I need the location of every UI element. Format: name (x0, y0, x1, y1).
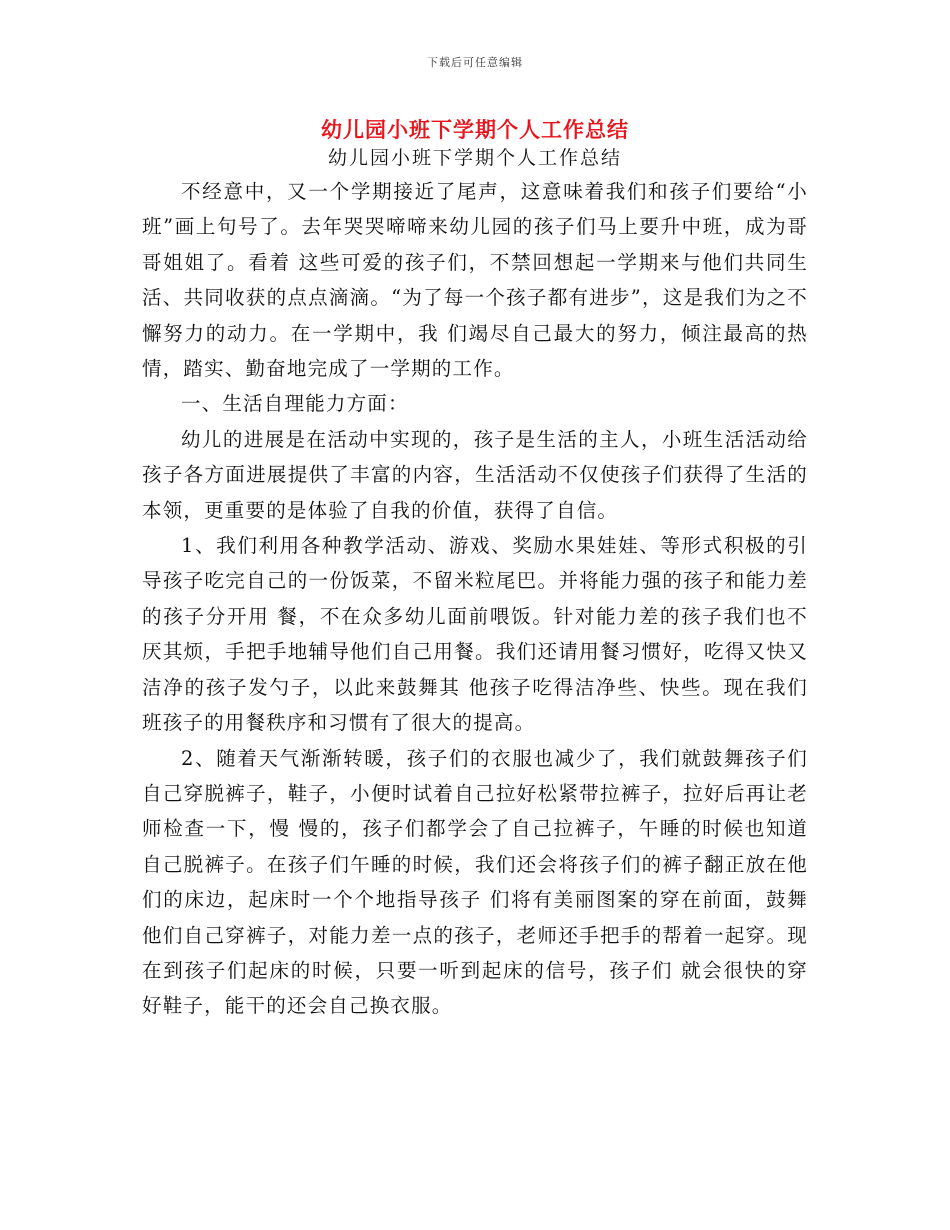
paragraph-intro: 不经意中，又一个学期接近了尾声，这意味着我们和孩子们要给“小班”画上句号了。去年哭哭啼啼来幼儿园的孩子们马上要升中班，成为哥哥姐姐了。看着 这些可爱的孩子们，不禁回想起一学期来与他们共同生活、共同收获的点点滴滴。“为了每一个孩子都有进步”，这是我们为之不懈努力的动力。在一学期中，我 们竭尽自己最大的努力，倾注最高的热情，踏实、勤奋地完成了一学期的工作。 (142, 180, 808, 381)
section-heading: 一、生活自理能力方面： (181, 392, 409, 416)
paragraph-item-2: 2、随着天气渐渐转暖，孩子们的衣服也减少了，我们就鼓舞孩子们自己穿脱裤子，鞋子，小便时试着自己拉好松紧带拉裤子，拉好后再让老师检查一下，慢 慢的，孩子们都学会了自己拉裤子，午睡的时候也知道自己脱裤子。在孩子们午睡的时候，我们还会将孩子们的裤子翻正放在他们的床边，起床时一个个地指导孩子 们将有美丽图案的穿在前面，鼓舞他们自己穿裤子，对能力差一点的孩子，老师还手把手的帮着一起穿。现在到孩子们起床的时候，只要一听到起床的信号，孩子们 就会很快的穿好鞋子，能干的还会自己换衣服。 (142, 746, 808, 1018)
paragraph-section-intro: 幼儿的进展是在活动中实现的，孩子是生活的主人，小班生活活动给孩子各方面进展提供了丰富的内容，生活活动不仅使孩子们获得了生活的本领，更重要的是体验了自我的价值，获得了自信。 (142, 427, 808, 522)
page-header: 下载后可任意编辑 (427, 56, 523, 69)
document-body (142, 174, 808, 1024)
paragraph-item-1: 1、我们利用各种教学活动、游戏、奖励水果娃娃、等形式积极的引导孩子吃完自己的一份饭菜，不留米粒尾巴。并将能力强的孩子和能力差的孩子分开用 餐，不在众多幼儿面前喂饭。针对能力差的孩子我们也不厌其烦，手把手地辅导他们自己用餐。我们还请用餐习惯好，吃得又快又洁净的孩子发勺子，以此来鼓舞其 他孩子吃得洁净些、快些。现在我们班孩子的用餐秩序和习惯有了很大的提高。 (142, 534, 808, 735)
document-subtitle: 幼儿园小班下学期个人工作总结 (327, 147, 622, 169)
document-title: 幼儿园小班下学期个人工作总结 (321, 117, 629, 142)
